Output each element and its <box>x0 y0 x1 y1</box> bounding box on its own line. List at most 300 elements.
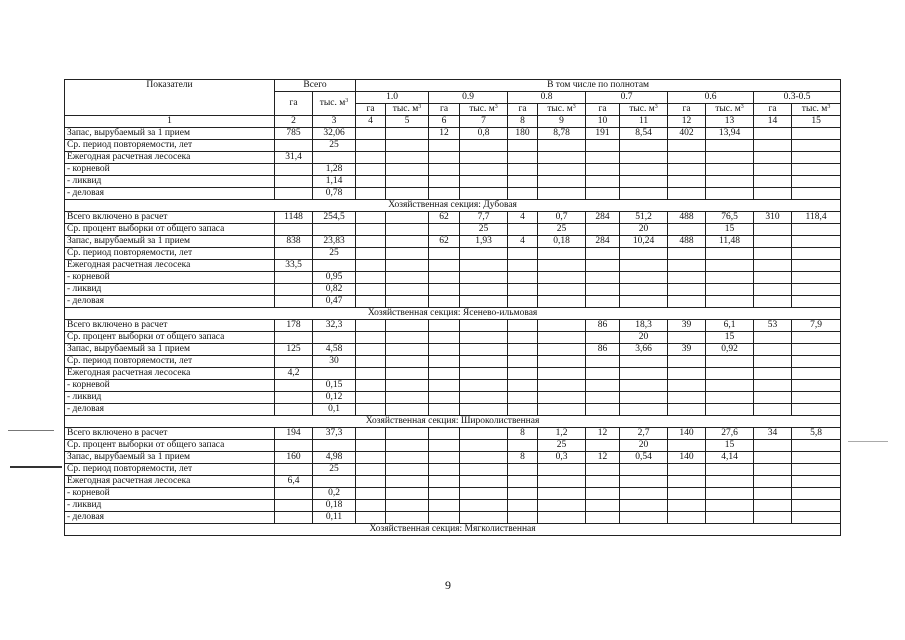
table-cell <box>460 452 508 464</box>
table-cell: 37,3 <box>313 428 356 440</box>
table-cell <box>429 440 460 452</box>
table-cell <box>386 512 429 524</box>
table-cell <box>356 128 386 140</box>
table-cell <box>754 404 792 416</box>
table-cell <box>538 296 586 308</box>
table-cell <box>754 188 792 200</box>
table-cell <box>429 164 460 176</box>
table-cell <box>706 368 754 380</box>
table-cell <box>792 452 841 464</box>
table-cell <box>508 152 538 164</box>
table-cell <box>386 344 429 356</box>
table-cell <box>386 140 429 152</box>
table-cell: 13,94 <box>706 128 754 140</box>
table-cell <box>460 440 508 452</box>
table-cell <box>706 356 754 368</box>
forestry-table <box>64 79 841 536</box>
table-cell: 254,5 <box>313 212 356 224</box>
table-cell <box>429 272 460 284</box>
row-label: Запас, вырубаемый за 1 прием <box>65 128 275 140</box>
table-cell <box>356 152 386 164</box>
table-cell <box>508 356 538 368</box>
table-cell: 0,11 <box>313 512 356 524</box>
table-cell: 10,24 <box>620 236 668 248</box>
table-cell <box>706 380 754 392</box>
table-cell <box>668 332 706 344</box>
unit-ga: га <box>508 104 538 116</box>
table-cell <box>356 404 386 416</box>
row-label: Ср. процент выборки от общего запаса <box>65 224 275 236</box>
table-cell: 12 <box>429 128 460 140</box>
table-cell <box>460 248 508 260</box>
table-cell: 838 <box>275 236 313 248</box>
table-cell <box>429 488 460 500</box>
scan-artifact-left <box>8 430 54 431</box>
table-row <box>65 488 841 500</box>
table-cell <box>429 260 460 272</box>
unit-ths-m3: тыс. $м^3$ <box>386 104 429 116</box>
table-cell <box>275 440 313 452</box>
row-label: - корневой <box>65 488 275 500</box>
table-cell <box>706 272 754 284</box>
table-cell <box>460 344 508 356</box>
row-label: Ср. период повторяемости, лет <box>65 464 275 476</box>
table-cell <box>460 392 508 404</box>
table-cell <box>275 500 313 512</box>
table-row <box>65 368 841 380</box>
table-cell: 140 <box>668 428 706 440</box>
table-cell: 178 <box>275 320 313 332</box>
table-cell <box>754 248 792 260</box>
column-number: 5 <box>386 116 429 128</box>
row-label: - деловая <box>65 296 275 308</box>
table-cell <box>429 404 460 416</box>
table-cell <box>538 488 586 500</box>
table-cell <box>386 296 429 308</box>
table-cell <box>275 248 313 260</box>
table-cell: 1,2 <box>538 428 586 440</box>
table-cell <box>706 392 754 404</box>
table-cell <box>792 176 841 188</box>
row-label: Ежегодная расчетная лесосека <box>65 368 275 380</box>
table-cell <box>586 392 620 404</box>
table-cell: 39 <box>668 320 706 332</box>
table-cell <box>356 260 386 272</box>
table-cell <box>508 164 538 176</box>
row-label: Ср. процент выборки от общего запаса <box>65 440 275 452</box>
table-cell <box>620 260 668 272</box>
section-title: Хозяйственная секция: Мягколиственная <box>65 524 841 536</box>
table-cell <box>429 356 460 368</box>
table-cell <box>792 272 841 284</box>
table-cell: 0,18 <box>538 236 586 248</box>
table-cell: 39 <box>668 344 706 356</box>
document-page <box>64 79 841 536</box>
table-cell <box>429 428 460 440</box>
table-cell <box>586 356 620 368</box>
table-cell <box>275 224 313 236</box>
table-cell <box>508 176 538 188</box>
table-cell <box>668 488 706 500</box>
table-cell <box>668 296 706 308</box>
unit-ths-m3: тыс. $м^3$ <box>706 104 754 116</box>
table-cell <box>275 356 313 368</box>
table-cell <box>508 476 538 488</box>
table-cell <box>668 176 706 188</box>
table-cell: 0,92 <box>706 344 754 356</box>
table-row <box>65 320 841 332</box>
table-cell <box>508 440 538 452</box>
table-cell <box>460 188 508 200</box>
table-row <box>65 140 841 152</box>
table-cell <box>668 152 706 164</box>
table-cell <box>586 248 620 260</box>
table-cell <box>460 356 508 368</box>
table-cell <box>792 392 841 404</box>
table-cell <box>275 272 313 284</box>
column-number: 11 <box>620 116 668 128</box>
table-cell <box>754 488 792 500</box>
unit-ths-m3: тыс. $м^3$ <box>460 104 508 116</box>
table-cell <box>538 404 586 416</box>
table-cell <box>386 188 429 200</box>
table-cell <box>386 284 429 296</box>
table-cell <box>668 164 706 176</box>
table-cell <box>586 224 620 236</box>
table-cell <box>586 404 620 416</box>
table-cell <box>586 476 620 488</box>
table-cell: 1,28 <box>313 164 356 176</box>
table-cell <box>356 452 386 464</box>
table-cell <box>460 368 508 380</box>
header-total-m3 <box>313 92 356 116</box>
table-cell <box>386 392 429 404</box>
table-cell <box>460 272 508 284</box>
table-cell: 53 <box>754 320 792 332</box>
table-cell <box>356 236 386 248</box>
row-label: - деловая <box>65 404 275 416</box>
table-row <box>65 332 841 344</box>
column-number: 14 <box>754 116 792 128</box>
row-label: - ликвид <box>65 392 275 404</box>
table-cell <box>356 380 386 392</box>
table-cell <box>620 140 668 152</box>
table-cell <box>386 452 429 464</box>
table-cell: 15 <box>706 332 754 344</box>
section-title: Хозяйственная секция: Ясенево-ильмовая <box>65 308 841 320</box>
table-cell: 51,2 <box>620 212 668 224</box>
table-cell <box>429 248 460 260</box>
table-cell <box>668 512 706 524</box>
table-cell <box>668 440 706 452</box>
table-cell: 8,78 <box>538 128 586 140</box>
table-cell <box>386 476 429 488</box>
table-cell <box>706 140 754 152</box>
density-2: 0.9 <box>429 92 508 104</box>
table-cell: 1,93 <box>460 236 508 248</box>
table-cell <box>429 476 460 488</box>
table-cell <box>275 164 313 176</box>
row-label: Ежегодная расчетная лесосека <box>65 152 275 164</box>
table-cell <box>538 380 586 392</box>
table-cell <box>508 464 538 476</box>
table-cell <box>429 464 460 476</box>
table-cell <box>586 296 620 308</box>
table-cell: 0,15 <box>313 380 356 392</box>
table-cell <box>356 488 386 500</box>
table-cell <box>586 140 620 152</box>
table-cell <box>386 260 429 272</box>
column-number: 13 <box>706 116 754 128</box>
table-cell: 25 <box>460 224 508 236</box>
table-cell <box>460 260 508 272</box>
table-cell <box>792 188 841 200</box>
header-row-1 <box>65 80 841 92</box>
table-row <box>65 296 841 308</box>
table-cell <box>508 272 538 284</box>
table-row <box>65 224 841 236</box>
table-cell <box>460 500 508 512</box>
table-cell <box>754 296 792 308</box>
table-cell <box>429 452 460 464</box>
table-row <box>65 356 841 368</box>
table-cell: 0,54 <box>620 452 668 464</box>
scan-artifact-right <box>848 441 888 442</box>
table-cell <box>754 140 792 152</box>
table-row <box>65 152 841 164</box>
table-cell: 488 <box>668 236 706 248</box>
row-label: Ср. период повторяемости, лет <box>65 140 275 152</box>
table-cell <box>275 488 313 500</box>
row-label: - корневой <box>65 272 275 284</box>
table-cell <box>668 272 706 284</box>
table-cell <box>386 128 429 140</box>
table-cell: 194 <box>275 428 313 440</box>
table-cell: 27,6 <box>706 428 754 440</box>
table-cell: 12 <box>586 452 620 464</box>
table-cell: 0,12 <box>313 392 356 404</box>
table-cell: 8,54 <box>620 128 668 140</box>
table-cell <box>792 440 841 452</box>
table-cell <box>668 404 706 416</box>
table-cell <box>668 224 706 236</box>
column-number: 10 <box>586 116 620 128</box>
table-row <box>65 284 841 296</box>
table-cell <box>386 248 429 260</box>
table-cell <box>538 176 586 188</box>
table-cell <box>386 440 429 452</box>
table-cell: 6,1 <box>706 320 754 332</box>
table-cell: 20 <box>620 332 668 344</box>
table-cell <box>792 284 841 296</box>
row-label: Запас, вырубаемый за 1 прием <box>65 344 275 356</box>
table-row <box>65 272 841 284</box>
table-cell <box>706 512 754 524</box>
table-row <box>65 260 841 272</box>
table-cell: 8 <box>508 452 538 464</box>
table-cell <box>706 248 754 260</box>
table-cell <box>792 464 841 476</box>
table-cell <box>586 272 620 284</box>
unit-ga: га <box>429 104 460 116</box>
table-row <box>65 464 841 476</box>
table-cell <box>754 344 792 356</box>
table-cell <box>706 476 754 488</box>
table-cell <box>792 164 841 176</box>
table-cell <box>356 284 386 296</box>
table-cell <box>386 464 429 476</box>
table-row <box>65 164 841 176</box>
table-cell: 284 <box>586 236 620 248</box>
table-cell <box>586 332 620 344</box>
table-cell <box>386 320 429 332</box>
table-cell: 62 <box>429 212 460 224</box>
table-cell <box>275 512 313 524</box>
table-cell <box>668 368 706 380</box>
table-cell: 4,2 <box>275 368 313 380</box>
table-cell <box>460 488 508 500</box>
table-row <box>65 512 841 524</box>
density-4: 0.7 <box>586 92 668 104</box>
table-cell <box>792 500 841 512</box>
table-cell <box>538 260 586 272</box>
table-cell: 15 <box>706 224 754 236</box>
table-cell: 11,48 <box>706 236 754 248</box>
table-cell <box>386 356 429 368</box>
table-cell: 7,7 <box>460 212 508 224</box>
scan-artifact-left-lower <box>10 466 62 468</box>
table-cell <box>356 464 386 476</box>
table-cell <box>754 356 792 368</box>
table-cell: 140 <box>668 452 706 464</box>
section-title: Хозяйственная секция: Дубовая <box>65 200 841 212</box>
section-row <box>65 524 841 536</box>
table-cell <box>668 188 706 200</box>
table-cell <box>429 392 460 404</box>
table-cell <box>668 248 706 260</box>
table-cell <box>356 272 386 284</box>
table-row <box>65 428 841 440</box>
table-cell <box>538 140 586 152</box>
table-row <box>65 380 841 392</box>
table-cell <box>668 392 706 404</box>
table-cell <box>792 512 841 524</box>
table-cell: 118,4 <box>792 212 841 224</box>
table-cell: 25 <box>313 248 356 260</box>
table-cell <box>460 332 508 344</box>
table-cell <box>754 476 792 488</box>
table-cell: 4 <box>508 212 538 224</box>
table-cell: 0,82 <box>313 284 356 296</box>
table-cell <box>792 140 841 152</box>
table-cell: 25 <box>313 140 356 152</box>
row-label: - корневой <box>65 164 275 176</box>
table-cell <box>460 320 508 332</box>
table-cell <box>429 500 460 512</box>
table-cell <box>586 152 620 164</box>
table-cell: 20 <box>620 440 668 452</box>
table-cell: 6,4 <box>275 476 313 488</box>
table-cell <box>586 176 620 188</box>
table-cell: 33,5 <box>275 260 313 272</box>
table-cell: 34 <box>754 428 792 440</box>
table-cell: 31,4 <box>275 152 313 164</box>
table-cell: 1148 <box>275 212 313 224</box>
table-cell <box>792 128 841 140</box>
table-cell <box>538 500 586 512</box>
table-cell <box>706 152 754 164</box>
table-cell <box>586 164 620 176</box>
table-cell <box>386 236 429 248</box>
section-row <box>65 200 841 212</box>
row-label: Всего включено в расчет <box>65 428 275 440</box>
unit-ga: га <box>668 104 706 116</box>
table-cell <box>460 296 508 308</box>
table-cell: 30 <box>313 356 356 368</box>
table-cell: 18,3 <box>620 320 668 332</box>
table-cell: 0,47 <box>313 296 356 308</box>
table-cell: 310 <box>754 212 792 224</box>
table-cell <box>538 188 586 200</box>
row-label: - ликвид <box>65 176 275 188</box>
table-row <box>65 128 841 140</box>
table-cell: 25 <box>538 440 586 452</box>
table-cell <box>356 140 386 152</box>
table-cell <box>538 392 586 404</box>
table-cell <box>356 188 386 200</box>
table-cell: 0,7 <box>538 212 586 224</box>
table-row <box>65 236 841 248</box>
table-cell <box>706 488 754 500</box>
header-total-ga: га <box>275 92 313 116</box>
table-cell <box>275 188 313 200</box>
table-cell <box>508 392 538 404</box>
table-cell <box>792 356 841 368</box>
table-cell <box>275 176 313 188</box>
row-label: Всего включено в расчет <box>65 320 275 332</box>
table-cell: 4 <box>508 236 538 248</box>
table-cell <box>754 332 792 344</box>
row-label: - деловая <box>65 188 275 200</box>
table-cell <box>356 368 386 380</box>
table-cell <box>538 332 586 344</box>
table-cell <box>275 284 313 296</box>
table-cell <box>508 500 538 512</box>
table-cell <box>460 284 508 296</box>
unit-ths-m3: тыс. $м^3$ <box>620 104 668 116</box>
table-cell: 0,2 <box>313 488 356 500</box>
table-cell <box>429 176 460 188</box>
table-cell <box>386 380 429 392</box>
table-cell <box>792 344 841 356</box>
table-cell <box>792 368 841 380</box>
table-cell <box>356 476 386 488</box>
table-cell <box>620 152 668 164</box>
table-cell <box>620 512 668 524</box>
table-cell <box>356 224 386 236</box>
table-cell <box>620 188 668 200</box>
table-cell <box>792 476 841 488</box>
table-cell <box>538 356 586 368</box>
table-cell <box>792 260 841 272</box>
column-number: 15 <box>792 116 841 128</box>
table-cell: 0,1 <box>313 404 356 416</box>
table-cell: 191 <box>586 128 620 140</box>
table-cell <box>754 464 792 476</box>
table-cell <box>460 512 508 524</box>
table-cell <box>460 464 508 476</box>
table-cell: 488 <box>668 212 706 224</box>
